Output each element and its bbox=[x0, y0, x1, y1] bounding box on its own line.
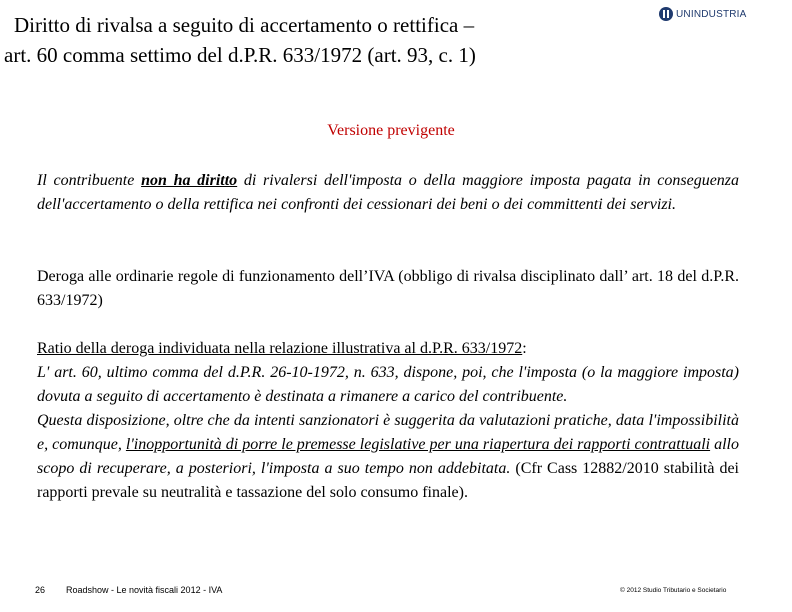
ratio-sentence-2-underlined: l'inopportunità di porre le premesse legislative per una riapertura dei rapporti contrattuali bbox=[125, 436, 711, 453]
ratio-heading: Ratio della deroga individuata nella relazione illustrativa al d.P.R. 633/1972 bbox=[37, 340, 523, 357]
section-title: Versione previgente bbox=[327, 122, 455, 139]
footer-page-number: 26 bbox=[35, 585, 46, 595]
paragraph-previous-rule bbox=[37, 169, 739, 217]
footer-event: Roadshow - Le novità fiscali 2012 - IVA bbox=[66, 585, 223, 595]
ratio-heading-suffix: : bbox=[522, 340, 527, 357]
unindustria-logo-icon bbox=[659, 7, 673, 21]
ratio-case-note: (Cfr Cass 12882/2010 stabilità dei rapporti prevale su neutralità e tassazione del solo consumo finale). bbox=[37, 460, 740, 501]
footer-copyright: © 2012 Studio Tributario e Societario bbox=[620, 587, 727, 594]
ratio-sentence-2b: allo scopo di recuperare, a posteriori, l'imposta a suo tempo non addebitata. bbox=[37, 436, 740, 477]
ratio-sentence-1: L' art. 60, ultimo comma del d.P.R. 26-10-1972, n. 633, dispone, poi, che l'imposta (o la maggiore imposta) dovuta a seguito di accertamento è destinata a rimanere a carico del contribuente. bbox=[37, 364, 739, 405]
title-line-2: art. 60 comma settimo del d.P.R. 633/1972 (art. 93, c. 1) bbox=[4, 43, 476, 67]
logo-text: UNINDUSTRIA bbox=[676, 8, 747, 20]
slide-title bbox=[4, 10, 644, 70]
p1-part1: Il contribuente bbox=[37, 172, 142, 189]
title-line-1: Diritto di rivalsa a seguito di accertamento o rettifica – bbox=[14, 13, 475, 37]
p1-emphasis: non ha diritto bbox=[141, 172, 238, 189]
p1-part2: di rivalersi dell'imposta o della maggiore imposta pagata in conseguenza dell'accertamento o della rettifica nei confronti dei cessionari dei beni o dei committenti dei servizi. bbox=[37, 172, 740, 213]
ratio-sentence-2a: Questa disposizione, oltre che da intenti sanzionatori è suggerita da valutazioni pratiche, data l'impossibilità e, comunque, bbox=[37, 412, 739, 453]
unindustria-logo bbox=[659, 7, 747, 21]
paragraph-ratio bbox=[37, 337, 739, 505]
paragraph-derogation: Deroga alle ordinarie regole di funzionamento dell’IVA (obbligo di rivalsa disciplinato dall’ art. 18 del d.P.R. 633/1972) bbox=[37, 268, 739, 309]
